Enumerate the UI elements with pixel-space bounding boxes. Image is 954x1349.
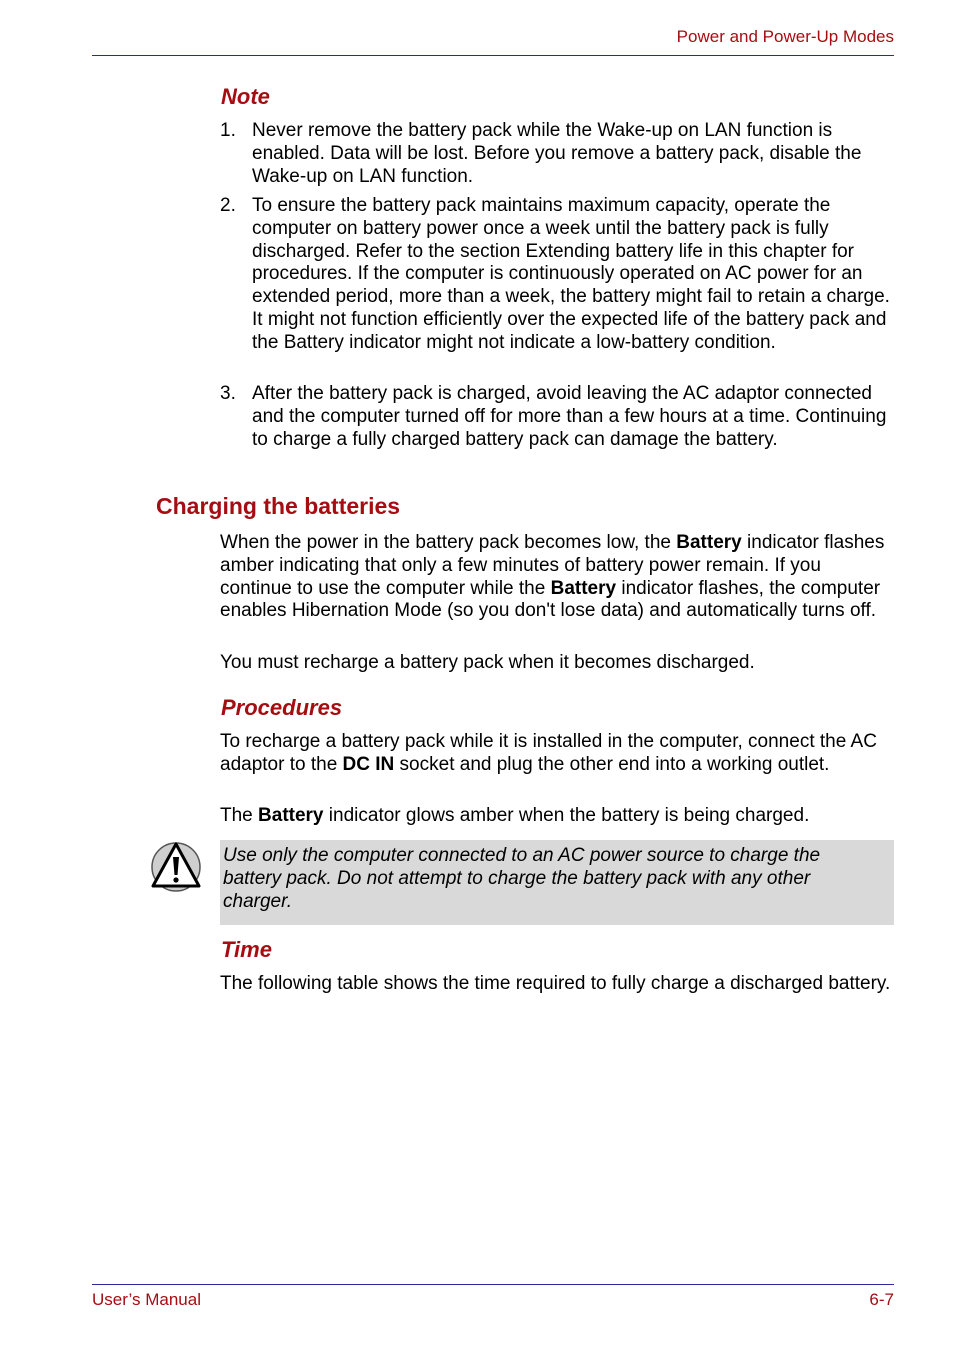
footer-manual-label: User’s Manual	[92, 1290, 201, 1309]
note-heading: Note	[221, 84, 270, 109]
warning-triangle-icon	[150, 840, 202, 892]
list-number: 3.	[220, 383, 236, 404]
procedures-paragraph: To recharge a battery pack while it is installed in the computer, connect the AC adaptor to the DC IN socket and plug the other end into a working outlet.	[220, 731, 877, 775]
list-text: After the battery pack is charged, avoid leaving the AC adaptor connected and the computer turned off for more than a few hours at a time. Continuing to charge a fully charged battery pack can damage the battery.	[252, 383, 887, 450]
page-number: 6-7	[869, 1290, 894, 1309]
charging-paragraph: When the power in the battery pack becomes low, the Battery indicator flashes amber indicating that only a few minutes of battery power remain. If you continue to use the computer while the Battery indicator flashes, the computer enables Hibernation Mode (so you don't lose data) and automatically turns off.	[220, 532, 885, 622]
list-text: To ensure the battery pack maintains maximum capacity, operate the computer on battery power once a week until the battery pack is fully discharged. Refer to the section Extending battery life in this chapter for procedures. If the computer is continuously operated on AC power for an extended period, more than a week, the battery might fail to retain a charge. It might not function efficiently over the expected life of the battery pack and the Battery indicator might not indicate a low-battery condition.	[252, 195, 890, 353]
warning-text: Use only the computer connected to an AC power source to charge the battery pack. Do not attempt to charge the battery pack with any other charger.	[223, 845, 821, 912]
list-number: 2.	[220, 195, 236, 216]
procedures-heading: Procedures	[221, 695, 343, 720]
list-text: Never remove the battery pack while the Wake-up on LAN function is enabled. Data will be lost. Before you remove a battery pack, disable the Wake-up on LAN function.	[252, 120, 862, 187]
running-header: Power and Power-Up Modes	[676, 27, 894, 46]
time-heading: Time	[221, 937, 272, 962]
list-number: 1.	[220, 120, 236, 141]
warning-box	[220, 840, 894, 925]
footer-rule	[92, 1284, 894, 1285]
header-rule	[92, 55, 894, 56]
recharge-paragraph: You must recharge a battery pack when it becomes discharged.	[220, 652, 755, 673]
battery-indicator-paragraph: The Battery indicator glows amber when the battery is being charged.	[220, 805, 810, 826]
time-paragraph: The following table shows the time required to fully charge a discharged battery.	[220, 973, 891, 994]
section-heading: Charging the batteries	[156, 493, 401, 519]
